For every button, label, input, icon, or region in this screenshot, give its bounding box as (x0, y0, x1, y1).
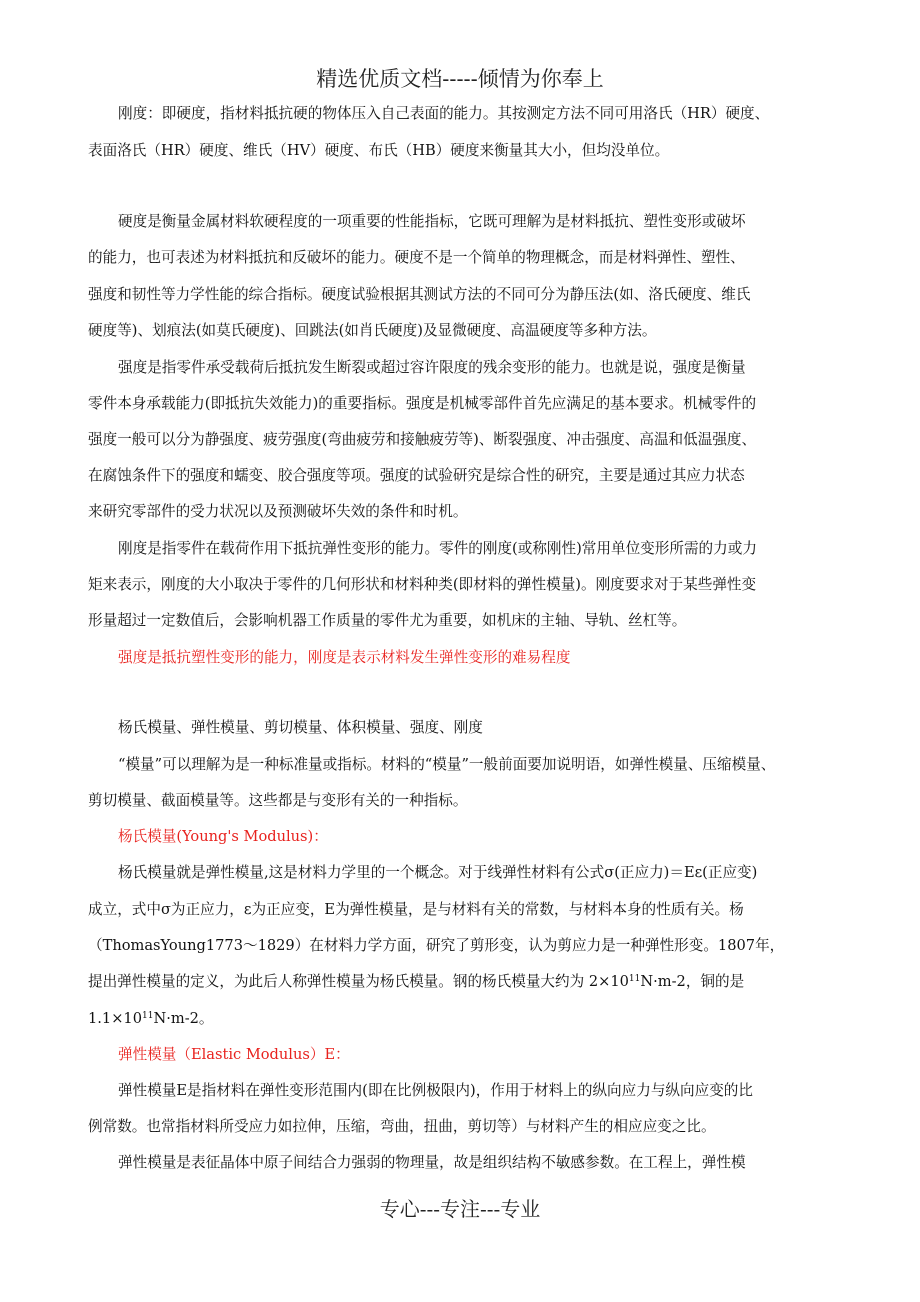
text-line: 矩来表示，刚度的大小取决于零件的几何形状和材料种类(即材料的弹性模量)。刚度要求对于某些弹性变 (88, 576, 757, 593)
page-footer: 专心---专注---专业 (379, 1197, 541, 1221)
highlight-summary: 强度是抵抗塑性变形的能力，刚度是表示材料发生弹性变形的难易程度 (118, 649, 571, 666)
exponent: 11 (142, 1011, 154, 1021)
text-line: 刚度：即硬度，指材料抵抗硬的物体压入自己表面的能力。其按测定方法不同可用洛氏（HR）硬度、 (118, 105, 770, 122)
section-topic-line: 杨氏模量、弹性模量、剪切模量、体积模量、强度、刚度 (118, 719, 483, 736)
text-line: 弹性模量E是指材料在弹性变形范围内(即在比例极限内)，作用于材料上的纵向应力与纵向应变的比 (118, 1082, 753, 1099)
text-line: 的能力，也可表述为材料抵抗和反破坏的能力。硬度不是一个简单的物理概念，而是材料弹性、塑性、 (88, 249, 745, 266)
page-header: 精选优质文档-----倾情为你奉上 (316, 67, 604, 91)
text-line: 零件本身承载能力(即抵抗失效能力)的重要指标。强度是机械零部件首先应满足的基本要求。机械零件的 (88, 395, 757, 412)
text-line: 来研究零部件的受力状况以及预测破坏失效的条件和时机。 (88, 503, 468, 520)
text-line: “模量”可以理解为是一种标准量或指标。材料的“模量”一般前面要加说明语，如弹性模量、压缩模量、 (118, 756, 776, 773)
text-line: 硬度等)、划痕法(如莫氏硬度)、回跳法(如肖氏硬度)及显微硬度、高温硬度等多种方法。 (88, 322, 657, 339)
text-line: （ThomasYoung1773～1829）在材料力学方面，研究了剪形变，认为剪应力是一种弹性形变。1807年， (88, 937, 785, 954)
text-line (88, 1009, 214, 1029)
exponent: 11 (628, 974, 641, 984)
text-part: 1.1×10 (88, 1010, 143, 1027)
text-line: 硬度是衡量金属材料软硬程度的一项重要的性能指标，它既可理解为是材料抵抗、塑性变形或破坏 (118, 213, 746, 230)
text-line (88, 972, 744, 992)
text-line: 杨氏模量就是弹性模量,这是材料力学里的一个概念。对于线弹性材料有公式σ(正应力)＝Eε(正应变) (118, 864, 758, 881)
text-line: 成立，式中σ为正应力，ε为正应变，E为弹性模量，是与材料有关的常数，与材料本身的性质有关。杨 (88, 901, 744, 918)
text-line: 强度和韧性等力学性能的综合指标。硬度试验根据其测试方法的不同可分为静压法(如、洛氏硬度、维氏 (88, 286, 751, 303)
text-line: 在腐蚀条件下的强度和蠕变、胶合强度等项。强度的试验研究是综合性的研究，主要是通过其应力状态 (88, 467, 745, 484)
text-line: 强度是指零件承受载荷后抵抗发生断裂或超过容许限度的残余变形的能力。也就是说，强度是衡量 (118, 359, 746, 376)
text-line: 弹性模量是表征晶体中原子间结合力强弱的物理量，故是组织结构不敏感参数。在工程上，弹性模 (118, 1154, 746, 1171)
text-part: 提出弹性模量的定义，为此后人称弹性模量为杨氏模量。钢的杨氏模量大约为 2×10 (88, 973, 629, 990)
text-part: N·m-2，铜的是 (640, 973, 745, 990)
text-line: 例常数。也常指材料所受应力如拉伸，压缩，弯曲，扭曲，剪切等）与材料产生的相应应变之比。 (88, 1118, 716, 1135)
text-line: 表面洛氏（HR）硬度、维氏（HV）硬度、布氏（HB）硬度来衡量其大小，但均没单位。 (88, 142, 670, 159)
text-line: 剪切模量、截面模量等。这些都是与变形有关的一种指标。 (88, 792, 468, 809)
heading-elastic-modulus: 弹性模量（Elastic Modulus）E： (118, 1046, 350, 1063)
text-line: 强度一般可以分为静强度、疲劳强度(弯曲疲劳和接触疲劳等)、断裂强度、冲击强度、高温和低温强度、 (88, 431, 757, 448)
text-line: 形量超过一定数值后，会影响机器工作质量的零件尤为重要，如机床的主轴、导轨、丝杠等。 (88, 612, 687, 629)
heading-youngs-modulus: 杨氏模量(Young's Modulus)： (118, 828, 328, 845)
text-part: N·m-2。 (153, 1010, 214, 1027)
text-line: 刚度是指零件在载荷作用下抵抗弹性变形的能力。零件的刚度(或称刚性)常用单位变形所需的力或力 (118, 540, 757, 557)
